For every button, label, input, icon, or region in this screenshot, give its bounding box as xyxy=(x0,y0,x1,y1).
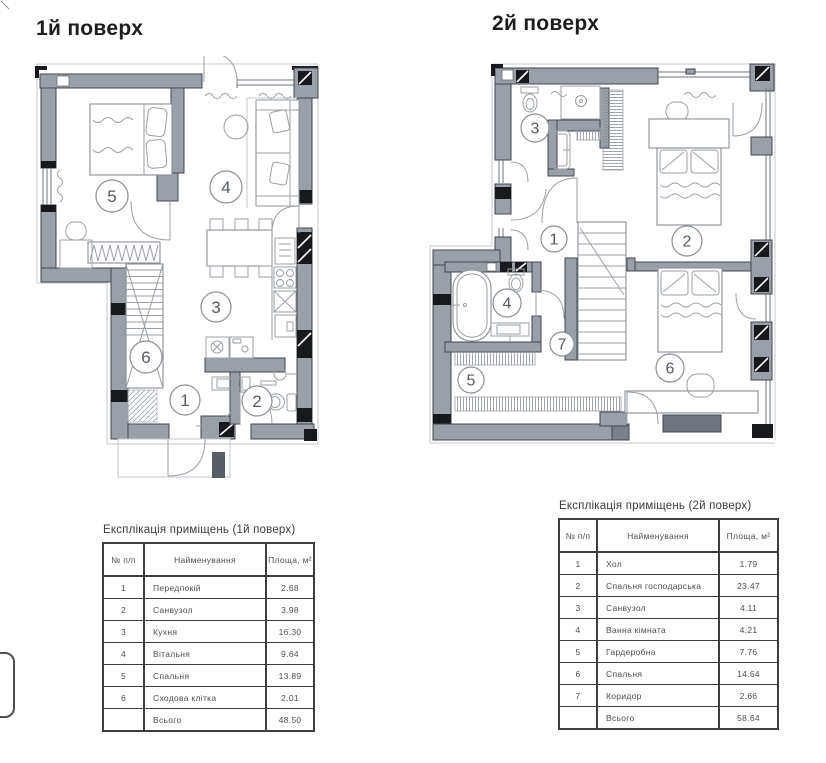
row-area-cell: 23.47 xyxy=(719,575,778,597)
floor2-explication-table xyxy=(558,518,779,730)
row-name-cell: Спальня xyxy=(144,665,266,687)
row-name-cell: Хол xyxy=(597,552,719,575)
row-area-cell: 16.30 xyxy=(266,621,314,643)
col-header-name: Найменування xyxy=(144,543,266,576)
master-bed xyxy=(649,102,729,225)
table-row xyxy=(559,575,778,597)
row-num-cell: 6 xyxy=(103,687,144,709)
row-name-cell: Ванна кімната xyxy=(597,619,719,641)
row-name-cell: Санвузол xyxy=(144,599,266,621)
room-circle-3 xyxy=(521,114,549,142)
svg-text:3: 3 xyxy=(211,298,221,317)
wardrobe-rail xyxy=(88,242,160,263)
table-row xyxy=(559,663,778,685)
total-area-cell: 48.50 xyxy=(266,709,314,732)
room-circle-7 xyxy=(550,332,574,356)
floor2-plan xyxy=(425,56,780,451)
row-num-cell: 7 xyxy=(559,685,597,707)
table-row xyxy=(559,685,778,707)
bedroom6-furniture xyxy=(625,268,758,413)
table-header-row xyxy=(559,519,778,552)
staircase xyxy=(578,222,626,360)
table-row xyxy=(103,687,314,709)
col-header-name: Найменування xyxy=(597,519,719,552)
row-area-cell: 4.11 xyxy=(719,597,778,619)
table-row xyxy=(103,665,314,687)
svg-text:3: 3 xyxy=(530,120,540,138)
row-name-cell: Спальня xyxy=(597,663,719,685)
row-name-cell: Сходова клітка xyxy=(144,687,266,709)
row-area-cell: 14.64 xyxy=(719,663,778,685)
entry-porch xyxy=(118,439,230,478)
row-area-cell: 2.66 xyxy=(719,685,778,707)
coffee-table xyxy=(224,115,248,139)
svg-text:6: 6 xyxy=(665,360,675,378)
row-area-cell: 4.21 xyxy=(719,619,778,641)
room-circle-4 xyxy=(493,289,521,317)
row-name-cell: Коридор xyxy=(597,685,719,707)
row-name-cell: Вітальня xyxy=(144,643,266,665)
corner-artifact xyxy=(0,0,14,12)
row-area-cell: 7.76 xyxy=(719,641,778,663)
floor1-explication-table xyxy=(102,542,315,732)
row-area-cell: 13.89 xyxy=(266,665,314,687)
table-total-row xyxy=(559,707,778,730)
total-empty-cell xyxy=(103,709,144,732)
table-header-row xyxy=(103,543,314,576)
window-squiggles xyxy=(551,92,716,98)
table-row xyxy=(559,641,778,663)
row-area-cell: 1.79 xyxy=(719,552,778,575)
table-row xyxy=(103,576,314,599)
total-label-cell: Всього xyxy=(597,707,719,730)
total-empty-cell xyxy=(559,707,597,730)
kitchen-block xyxy=(272,232,296,340)
dining-table xyxy=(207,219,272,277)
floor1-table-title: Експлікація приміщень (1й поверх) xyxy=(103,524,296,536)
svg-text:2: 2 xyxy=(252,392,262,411)
svg-text:4: 4 xyxy=(502,295,512,313)
room-circle-2 xyxy=(672,226,702,256)
row-name-cell: Кухня xyxy=(144,621,266,643)
svg-text:1: 1 xyxy=(549,231,559,249)
edge-clipped-control[interactable] xyxy=(0,652,15,718)
svg-text:1: 1 xyxy=(180,391,190,410)
row-num-cell: 4 xyxy=(103,643,144,665)
col-header-area: Площа, м² xyxy=(266,543,314,576)
sofa xyxy=(247,98,299,208)
row-num-cell: 5 xyxy=(103,665,144,687)
table-row xyxy=(103,599,314,621)
row-area-cell: 3.98 xyxy=(266,599,314,621)
row-num-cell: 1 xyxy=(103,576,144,599)
table-row xyxy=(559,597,778,619)
table-row xyxy=(559,619,778,641)
floor2-table-title: Експлікація приміщень (2й поверх) xyxy=(559,500,752,512)
row-num-cell: 3 xyxy=(559,597,597,619)
row-num-cell: 1 xyxy=(559,552,597,575)
table-row xyxy=(103,643,314,665)
room-circle-6 xyxy=(130,341,162,373)
row-num-cell: 2 xyxy=(103,599,144,621)
svg-text:5: 5 xyxy=(466,372,476,390)
col-header-num: № п/п xyxy=(559,519,597,552)
room-circle-5 xyxy=(458,367,484,393)
svg-text:6: 6 xyxy=(141,348,151,367)
table-row xyxy=(559,552,778,575)
col-header-area: Площа, м² xyxy=(719,519,778,552)
row-num-cell: 3 xyxy=(103,621,144,643)
floor1-table-section xyxy=(102,524,315,732)
total-area-cell: 58.64 xyxy=(719,707,778,730)
bed xyxy=(90,104,172,175)
room-circle-1 xyxy=(541,226,567,252)
svg-text:4: 4 xyxy=(221,178,231,197)
room-circle-3 xyxy=(201,292,231,322)
row-name-cell: Гардеробна xyxy=(597,641,719,663)
row-num-cell: 5 xyxy=(559,641,597,663)
row-num-cell: 6 xyxy=(559,663,597,685)
table-row xyxy=(103,621,314,643)
col-header-num: № п/п xyxy=(103,543,144,576)
svg-text:5: 5 xyxy=(107,187,117,206)
floor2-table-section xyxy=(558,500,779,730)
room-circle-2 xyxy=(242,386,272,416)
row-num-cell: 4 xyxy=(559,619,597,641)
total-label-cell: Всього xyxy=(144,709,266,732)
desk xyxy=(60,222,92,268)
table-total-row xyxy=(103,709,314,732)
row-name-cell: Передпокій xyxy=(144,576,266,599)
row-name-cell: Спальня господарська xyxy=(597,575,719,597)
svg-text:7: 7 xyxy=(557,336,567,354)
svg-text:2: 2 xyxy=(682,233,692,251)
row-num-cell: 2 xyxy=(559,575,597,597)
row-name-cell: Санвузол xyxy=(597,597,719,619)
row-area-cell: 9.64 xyxy=(266,643,314,665)
floor2-title: 2й поверх xyxy=(492,12,600,35)
room-circle-5 xyxy=(96,180,128,212)
row-area-cell: 2.68 xyxy=(266,576,314,599)
room-circle-1 xyxy=(170,385,200,415)
washer-dryer xyxy=(206,337,253,358)
room-circle-6 xyxy=(656,354,684,382)
room-circle-4 xyxy=(210,171,242,203)
floor1-title: 1й поверх xyxy=(36,17,144,40)
floor1-plan xyxy=(30,56,330,486)
row-area-cell: 2.01 xyxy=(266,687,314,709)
